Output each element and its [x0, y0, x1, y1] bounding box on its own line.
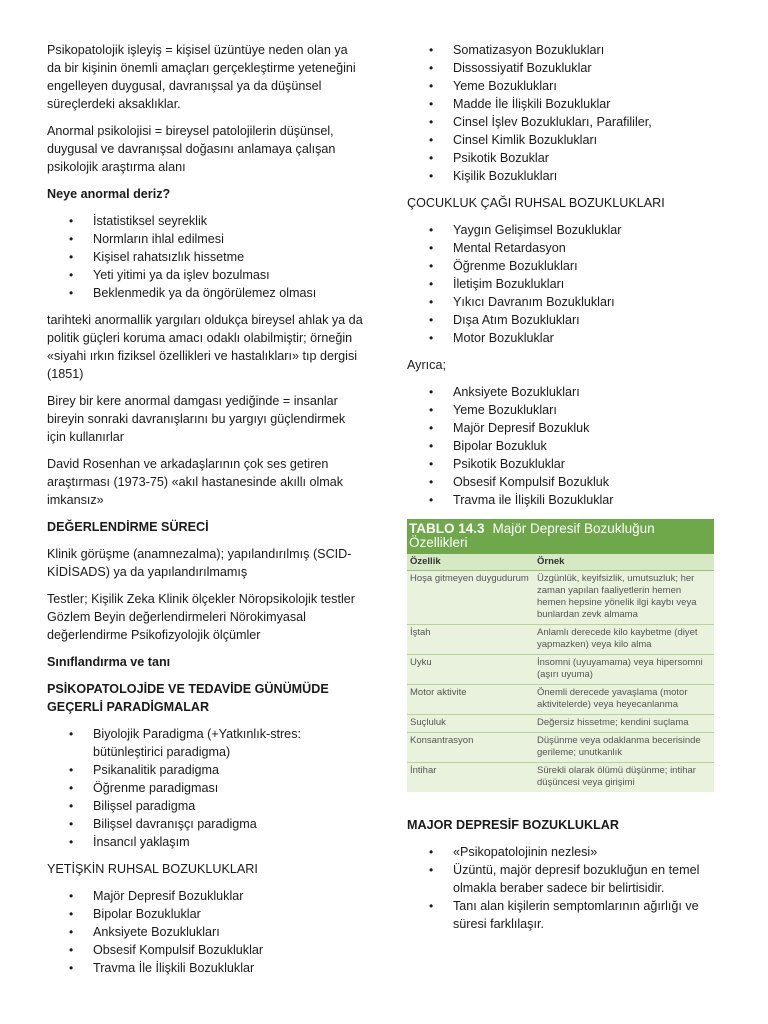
list-item-text: Dissossiyatif Bozukluklar [453, 61, 592, 75]
list-item [407, 419, 719, 437]
heading-childhood-disorders: ÇOCUKLUK ÇAĞI RUHSAL BOZUKLUKLARI [407, 196, 665, 210]
table-row [407, 571, 714, 625]
list-item-text: Bilişsel davranışçı paradigma [93, 817, 257, 831]
list-item [47, 248, 365, 266]
table-cell-example: Değersiz hissetme; kendini suçlama [537, 717, 689, 728]
bullet-icon: • [69, 727, 74, 741]
list-item-text: Normların ihlal edilmesi [93, 232, 224, 246]
bullet-icon: • [429, 845, 434, 859]
table-cell-example: Anlamlı derecede kilo kaybetme (diyet yapmazken) veya kilo alma [537, 627, 698, 650]
column-header-example: Örnek [537, 556, 565, 567]
table-cell-example: Sürekli olarak ölümü düşünme; intihar düşüncesi veya girişimi [537, 765, 696, 788]
list-item [47, 725, 365, 761]
heading-paradigms: PSİKOPATOLOJİDE VE TEDAVİDE GÜNÜMÜDE GEÇERLİ PARADİGMALAR [47, 682, 329, 714]
list-item [407, 275, 719, 293]
list-item-text: Biyolojik Paradigma (+Yatkınlık-stres: bütünleştirici paradigma) [93, 727, 301, 759]
definition-psychopathological-functioning: Psikopatolojik işleyiş = kişisel üzüntüye neden olan ya da bir kişinin önemli amaçları gerçekleştirme yeteneğini engelleyen duygusal, davranışsal ya da düşünsel süreçlerdeki aksaklıklar. [47, 43, 356, 111]
list-item [47, 779, 365, 797]
list-item [47, 284, 365, 302]
list-item-text: Mental Retardasyon [453, 241, 566, 255]
table-cell-feature: İntihar [410, 765, 437, 776]
table-cell-feature: İştah [410, 627, 431, 638]
list-item [47, 833, 365, 851]
bullet-icon: • [69, 961, 74, 975]
list-item-text: Kişisel rahatsızlık hissetme [93, 250, 245, 264]
bullet-icon: • [429, 259, 434, 273]
heading-what-is-abnormal: Neye anormal deriz? [47, 187, 171, 201]
bullet-icon: • [429, 151, 434, 165]
list-item-text: Psikotik Bozuklar [453, 151, 549, 165]
table-body [407, 571, 714, 792]
bullet-icon: • [429, 97, 434, 111]
bullet-icon: • [429, 331, 434, 345]
heading-adult-disorders: YETİŞKİN RUHSAL BOZUKLUKLARI [47, 862, 258, 876]
list-item [407, 861, 719, 897]
list-item-text: İnsancıl yaklaşım [93, 835, 190, 849]
bullet-icon: • [69, 286, 74, 300]
list-item-text: Bipolar Bozukluk [453, 439, 547, 453]
table-cell-example: Üzgünlük, keyifsizlik, umutsuzluk; her zaman yapılan faaliyetlerin hemen hemen hepsine yönelik ilgi kaybı veya bunlardan zevk almama [537, 573, 697, 620]
left-column [47, 41, 365, 986]
list-item-text: «Psikopatolojinin nezlesi» [453, 845, 598, 859]
list-item [47, 959, 365, 977]
list-item-text: Kişilik Bozuklukları [453, 169, 558, 183]
list-item [407, 401, 719, 419]
list-item-text: Psikotik Bozukluklar [453, 457, 565, 471]
list-item [407, 437, 719, 455]
list-item-text: Anksiyete Bozuklukları [93, 925, 220, 939]
list-item-text: Cinsel Kimlik Bozuklukları [453, 133, 598, 147]
bullet-icon: • [429, 457, 434, 471]
list-item-text: Travma İle İlişkili Bozukluklar [93, 961, 255, 975]
paragraph-rosenhan: David Rosenhan ve arkadaşlarının çok ses getiren araştırması (1973-75) «akıl hastanesinde akıllı olmak imkansız» [47, 457, 344, 507]
list-item [47, 941, 365, 959]
list-adult-disorders [47, 887, 365, 977]
list-item-text: Majör Depresif Bozukluk [453, 421, 590, 435]
bullet-icon: • [69, 781, 74, 795]
table-row [407, 733, 714, 763]
list-item-text: Obsesif Kompulsif Bozukluk [453, 475, 610, 489]
table-row [407, 685, 714, 715]
list-item [407, 329, 719, 347]
list-item [407, 843, 719, 861]
table-cell-feature: Uyku [410, 657, 432, 668]
list-item [47, 887, 365, 905]
list-item-text: Madde İle İlişkili Bozukluklar [453, 97, 611, 111]
bullet-icon: • [69, 232, 74, 246]
list-item [47, 815, 365, 833]
table-figure-major-depressive [407, 519, 714, 792]
table-cell-feature: Hoşa gitmeyen duygudurum [410, 573, 529, 584]
paragraph-history: tarihteki anormallik yargıları oldukça bireysel ahlak ya da politik güçleri koruma amacı odaklı olabilmiştir; örneğin «siyahi ırkın fiziksel özellikleri ve hastalıkları» tıp dergisi (1851) [47, 313, 363, 381]
list-item-text: Somatizasyon Bozuklukları [453, 43, 605, 57]
list-item-text: Yaygın Gelişimsel Bozukluklar [453, 223, 622, 237]
heading-assessment-process: DEĞERLENDİRME SÜRECİ [47, 520, 209, 534]
bullet-icon: • [429, 241, 434, 255]
bullet-icon: • [69, 943, 74, 957]
list-also [407, 383, 719, 509]
list-item [407, 473, 719, 491]
list-item-text: Yıkıcı Davranım Bozuklukları [453, 295, 615, 309]
table-cell-feature: Motor aktivite [410, 687, 467, 698]
list-item [47, 266, 365, 284]
list-item [47, 761, 365, 779]
table-cell-example: Önemli derecede yavaşlama (motor aktivitelerde) veya heyecanlanma [537, 687, 688, 710]
bullet-icon: • [69, 835, 74, 849]
bullet-icon: • [429, 79, 434, 93]
bullet-icon: • [429, 475, 434, 489]
list-item [407, 59, 719, 77]
table-row [407, 625, 714, 655]
list-item [407, 455, 719, 473]
list-item-text: Dışa Atım Bozuklukları [453, 313, 580, 327]
bullet-icon: • [69, 214, 74, 228]
list-item [407, 41, 719, 59]
label-also: Ayrıca; [407, 358, 446, 372]
table-row [407, 763, 714, 792]
list-item-text: İletişim Bozuklukları [453, 277, 565, 291]
list-item [47, 923, 365, 941]
list-item-text: Beklenmedik ya da öngörülemez olması [93, 286, 317, 300]
table-row [407, 655, 714, 685]
bullet-icon: • [429, 223, 434, 237]
bullet-icon: • [429, 899, 434, 913]
list-item [407, 257, 719, 275]
list-item-text: Üzüntü, majör depresif bozukluğun en temel olmakla beraber sadece bir belirtisidir. [453, 863, 700, 895]
list-item [47, 212, 365, 230]
list-item [47, 230, 365, 248]
list-item [407, 113, 719, 131]
bullet-icon: • [69, 799, 74, 813]
paragraph-labeling: Birey bir kere anormal damgası yediğinde = insanlar bireyin sonraki davranışlarını bu yargıyı güçlendirmek için kullanırlar [47, 394, 346, 444]
list-item [47, 905, 365, 923]
list-item-text: Bipolar Bozukluklar [93, 907, 201, 921]
list-item [407, 897, 719, 933]
list-item-text: Psikanalitik paradigma [93, 763, 219, 777]
bullet-icon: • [69, 907, 74, 921]
list-item-text: Tanı alan kişilerin semptomlarının ağırlığı ve süresi farklılaşır. [453, 899, 699, 931]
bullet-icon: • [429, 385, 434, 399]
table-number: TABLO 14.3 [409, 521, 485, 536]
table-cell-feature: Konsantrasyon [410, 735, 474, 746]
bullet-icon: • [69, 889, 74, 903]
bullet-icon: • [429, 169, 434, 183]
list-item [407, 95, 719, 113]
bullet-icon: • [429, 295, 434, 309]
bullet-icon: • [429, 421, 434, 435]
bullet-icon: • [429, 115, 434, 129]
list-item [407, 131, 719, 149]
bullet-icon: • [69, 925, 74, 939]
bullet-icon: • [429, 277, 434, 291]
list-item-text: Obsesif Kompulsif Bozukluklar [93, 943, 264, 957]
list-paradigms [47, 725, 365, 851]
list-item-text: Yeme Bozuklukları [453, 403, 557, 417]
list-item-text: Bilişsel paradigma [93, 799, 196, 813]
list-major-depressive [407, 843, 719, 933]
bullet-icon: • [429, 863, 434, 877]
list-item-text: Travma ile İlişkili Bozukluklar [453, 493, 614, 507]
bullet-icon: • [69, 763, 74, 777]
list-item-text: Anksiyete Bozuklukları [453, 385, 580, 399]
bullet-icon: • [69, 268, 74, 282]
list-childhood-disorders [407, 221, 719, 347]
list-item-text: Majör Depresif Bozukluklar [93, 889, 244, 903]
list-item [407, 293, 719, 311]
bullet-icon: • [69, 817, 74, 831]
list-item-text: Yeti yitimi ya da işlev bozulması [93, 268, 270, 282]
list-item-text: Yeme Bozuklukları [453, 79, 557, 93]
list-item [407, 311, 719, 329]
list-abnormal-criteria [47, 212, 365, 302]
list-item-text: İstatistiksel seyreklik [93, 214, 208, 228]
list-item [407, 149, 719, 167]
table-header [407, 519, 714, 554]
list-item-text: Motor Bozukluklar [453, 331, 554, 345]
bullet-icon: • [429, 133, 434, 147]
table-cell-feature: Suçluluk [410, 717, 446, 728]
bullet-icon: • [69, 250, 74, 264]
list-item [407, 167, 719, 185]
list-item [407, 239, 719, 257]
paragraph-tests: Testler; Kişilik Zeka Klinik ölçekler Nöropsikolojik testler Gözlem Beyin değerlendirmeleri Nörokimyasal değerlendirme Psikofizyolojik ölçümler [47, 592, 355, 642]
list-item [407, 491, 719, 509]
list-item [47, 797, 365, 815]
table-cell-example: İnsomni (uyuyamama) veya hipersomni (aşırı uyuma) [537, 657, 703, 680]
list-adult-disorders-continued [407, 41, 719, 185]
bullet-icon: • [429, 403, 434, 417]
column-header-feature: Özellik [410, 556, 441, 567]
list-item [407, 221, 719, 239]
bullet-icon: • [429, 493, 434, 507]
bullet-icon: • [429, 43, 434, 57]
list-item-text: Öğrenme paradigması [93, 781, 219, 795]
list-item-text: Cinsel İşlev Bozuklukları, Parafililer, [453, 115, 652, 129]
list-item-text: Öğrenme Bozuklukları [453, 259, 578, 273]
bullet-icon: • [429, 439, 434, 453]
table-title: Majör Depresif Bozukluğun Özellikleri [409, 521, 655, 550]
table-column-headers [407, 554, 714, 571]
table-cell-example: Düşünme veya odaklanma becerisinde gerileme; unutkanlık [537, 735, 701, 758]
heading-classification: Sınıflandırma ve tanı [47, 655, 171, 669]
right-column [407, 41, 719, 942]
definition-abnormal-psychology: Anormal psikolojisi = bireysel patolojilerin düşünsel, duygusal ve davranışsal doğasını anlamaya çalışan psikolojik araştırma alanı [47, 124, 336, 174]
list-item [407, 383, 719, 401]
heading-major-depressive: MAJOR DEPRESİF BOZUKLUKLAR [407, 818, 619, 832]
bullet-icon: • [429, 61, 434, 75]
table-row [407, 715, 714, 733]
bullet-icon: • [429, 313, 434, 327]
list-item [407, 77, 719, 95]
paragraph-clinical-interview: Klinik görüşme (anamnezalma); yapılandırılmış (SCID-KİDİSADS) ya da yapılandırılmamış [47, 547, 352, 579]
